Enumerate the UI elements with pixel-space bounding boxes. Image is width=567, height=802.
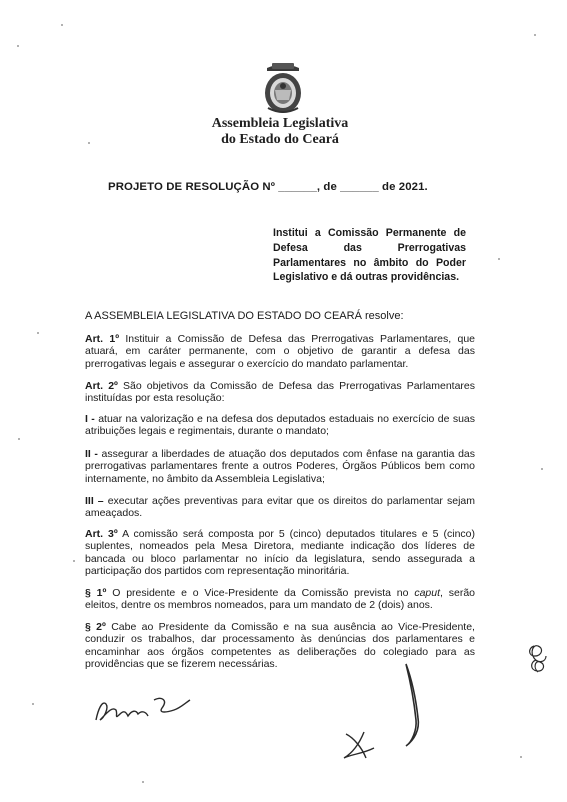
item-label: II - (85, 448, 98, 460)
item-ii (85, 448, 475, 485)
scan-speck (498, 258, 500, 260)
item-label: I - (85, 413, 95, 425)
scan-speck (88, 142, 90, 144)
article-label: Art. 3º (85, 528, 118, 540)
item-label: III – (85, 495, 104, 507)
scan-speck (534, 34, 536, 36)
scan-speck (73, 560, 75, 562)
paragraph-text: Cabe ao Presidente da Comissão e na sua ausência ao Vice-Presidente, conduzir os trabalhos, dar processamento às denúncias dos parlamentares e encaminhar aos órgãos competentes as deliberações do colegiado para as providências que se fizerem necessárias. (85, 621, 475, 671)
scan-speck (32, 703, 34, 705)
paragraph-label: § 2º (85, 621, 106, 633)
scan-speck (142, 781, 144, 783)
article-text: Instituir a Comissão de Defesa das Prerrogativas Parlamentares, que atuará, em caráter permanente, com o objetivo de garantir a defesa das prerrogativas legais e assegurar o exercício do mandato parlamentar. (85, 333, 475, 370)
signature-left (90, 690, 200, 730)
scan-speck (17, 45, 19, 47)
article-text: A comissão será composta por 5 (cinco) deputados titulares e 5 (cinco) suplentes, nomeados pela Mesa Diretora, mediante indicação dos líderes de bancada ou bloco parlamentar no início da legislatura, sendo assegurada a participação dos partidos com representação minoritária. (85, 528, 475, 578)
item-iii (85, 495, 475, 520)
paragraph-text-after: , serão eleitos, dentre os membros nomeados, para um mandato de 2 (dois) anos. (85, 587, 476, 612)
article-text: São objetivos da Comissão de Defesa das Prerrogativas Parlamentares instituídas por esta resolução: (85, 380, 475, 405)
document-title: PROJETO DE RESOLUÇÃO Nº ______, de ______ de 2021. (108, 181, 428, 193)
scan-speck (520, 756, 522, 758)
paragraph-1 (85, 587, 475, 612)
signature-stroke (392, 660, 432, 750)
item-text: assegurar a liberdades de atuação dos deputados com ênfase na garantia das prerrogativas parlamentares frente a outros Poderes, Órgãos Públicos bem como internamente, no âmbito da Assembleia Legislativa; (85, 448, 476, 485)
intro-line: A ASSEMBLEIA LEGISLATIVA DO ESTADO DO CEARÁ resolve: (85, 310, 404, 322)
item-i (85, 413, 475, 438)
rubric-icon (526, 642, 552, 676)
ceara-coat-of-arms-icon (262, 62, 304, 116)
article-2 (85, 380, 475, 405)
article-3 (85, 528, 475, 578)
article-1 (85, 333, 475, 370)
scan-speck (61, 24, 63, 26)
signature-initials (340, 728, 380, 764)
ementa: Institui a Comissão Permanente de Defesa das Prerrogativas Parlamentares no âmbito do Poder Legislativo e dá outras providências. (273, 227, 466, 284)
organization-name-line1: Assembleia Legislativa (211, 116, 349, 131)
paragraph-label: § 1º (85, 587, 107, 599)
organization-name (180, 116, 380, 148)
scan-speck (18, 438, 20, 440)
scan-speck (541, 468, 543, 470)
item-text: executar ações preventivas para evitar que os direitos do parlamentar sejam ameaçados. (85, 495, 475, 520)
paragraph-text-before: O presidente e o Vice-Presidente da Comissão prevista no (112, 587, 409, 599)
scan-speck (37, 332, 39, 334)
article-label: Art. 2º (85, 380, 118, 392)
article-label: Art. 1º (85, 333, 120, 345)
paragraph-italic: caput (414, 587, 440, 599)
item-text: atuar na valorização e na defesa dos deputados estaduais no exercício de suas atribuições legais e regimentais, durante o mandato; (85, 413, 475, 438)
organization-name-line2: do Estado do Ceará (221, 132, 339, 147)
